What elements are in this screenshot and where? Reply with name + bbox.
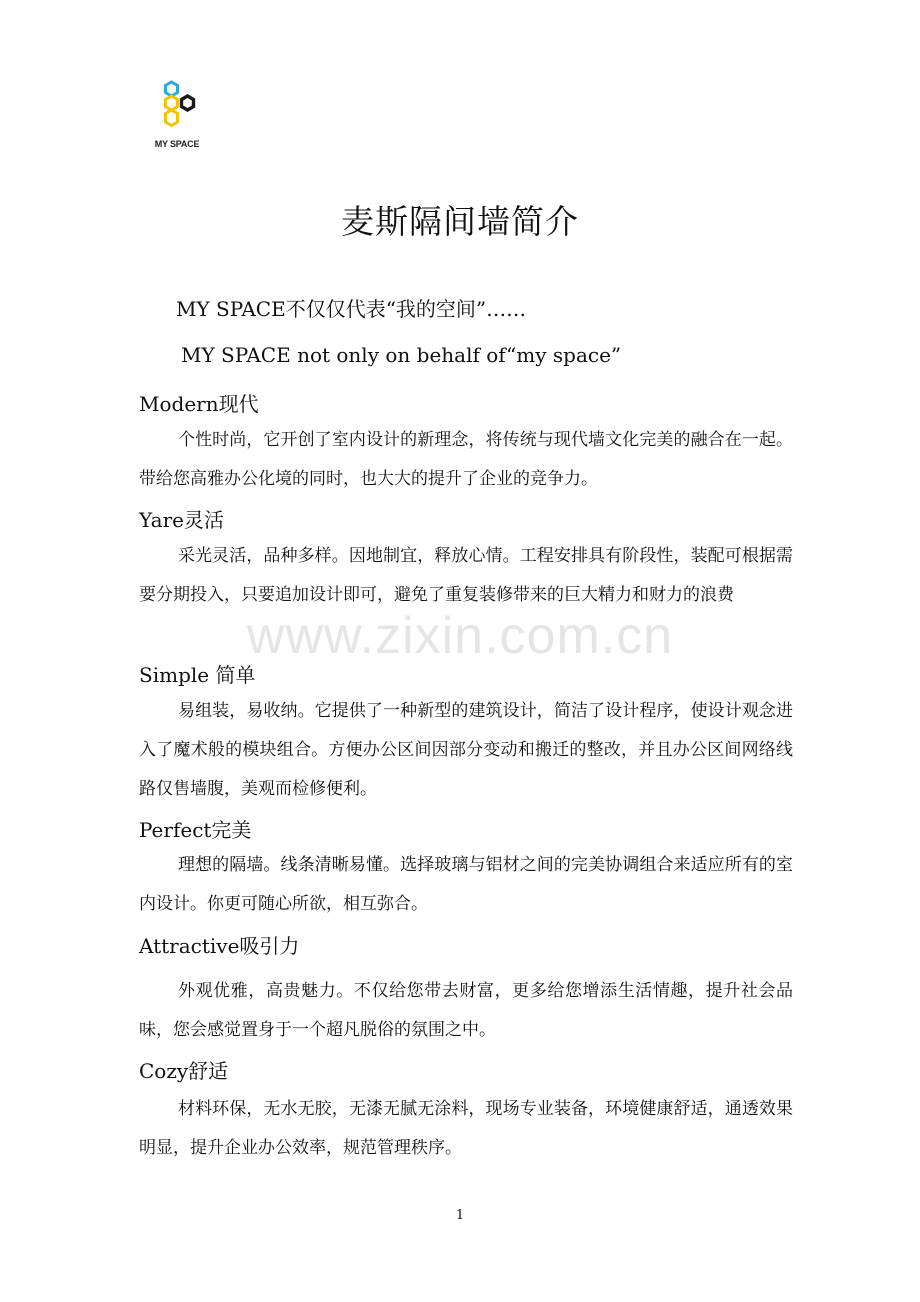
section-heading-attractive: Attractive吸引力 [139, 934, 300, 958]
section-body-simple: 易组装，易收纳。它提供了一种新型的建筑设计，简洁了设计程序，使设计观念进入了魔术般的模块组合。方便办公区间因部分变动和搬迁的整改，并且办公区间网络线路仅售墙腹，美观而检修便利。 [139, 701, 793, 799]
section-body-yare: 采光灵活，品种多样。因地制宜，释放心情。工程安排具有阶段性，装配可根据需要分期投入，只要追加设计即可，避免了重复装修带来的巨大精力和财力的浪费 [139, 546, 793, 605]
my-space-logo [148, 78, 206, 154]
page-title: 麦斯隔间墙简介 [341, 202, 579, 241]
section-heading-yare: Yare灵活 [139, 508, 224, 532]
section-heading-perfect: Perfect完美 [139, 818, 252, 842]
section-body-cozy: 材料环保，无水无胶，无漆无腻无涂料，现场专业装备，环境健康舒适，通透效果明显，提升企业办公效率，规范管理秩序。 [139, 1099, 793, 1158]
section-heading-simple: Simple 简单 [139, 663, 256, 687]
section-body-perfect: 理想的隔墙。线条清晰易懂。选择玻璃与铝材之间的完美协调组合来适应所有的室内设计。你更可随心所欲，相互弥合。 [139, 855, 793, 914]
section-body-attractive: 外观优雅，高贵魅力。不仅给您带去财富，更多给您增添生活情趣，提升社会品味，您会感觉置身于一个超凡脱俗的氛围之中。 [139, 981, 793, 1040]
section-heading-cozy: Cozy舒适 [139, 1059, 229, 1083]
intro-chinese: MY SPACE不仅仅代表“我的空间”…… [176, 297, 527, 321]
logo-wordmark: MY SPACE [154, 139, 200, 149]
section-body-modern: 个性时尚，它开创了室内设计的新理念，将传统与现代墙文化完美的融合在一起。带给您高雅办公化境的同时，也大大的提升了企业的竞争力。 [139, 430, 793, 489]
section-heading-modern: Modern现代 [139, 392, 259, 416]
watermark-text: www.zixin.com.cn [246, 607, 674, 665]
hexagon-logo-icon [148, 78, 206, 138]
page-number: 1 [455, 1208, 465, 1223]
intro-english: MY SPACE not only on behalf of“my space” [181, 343, 622, 367]
